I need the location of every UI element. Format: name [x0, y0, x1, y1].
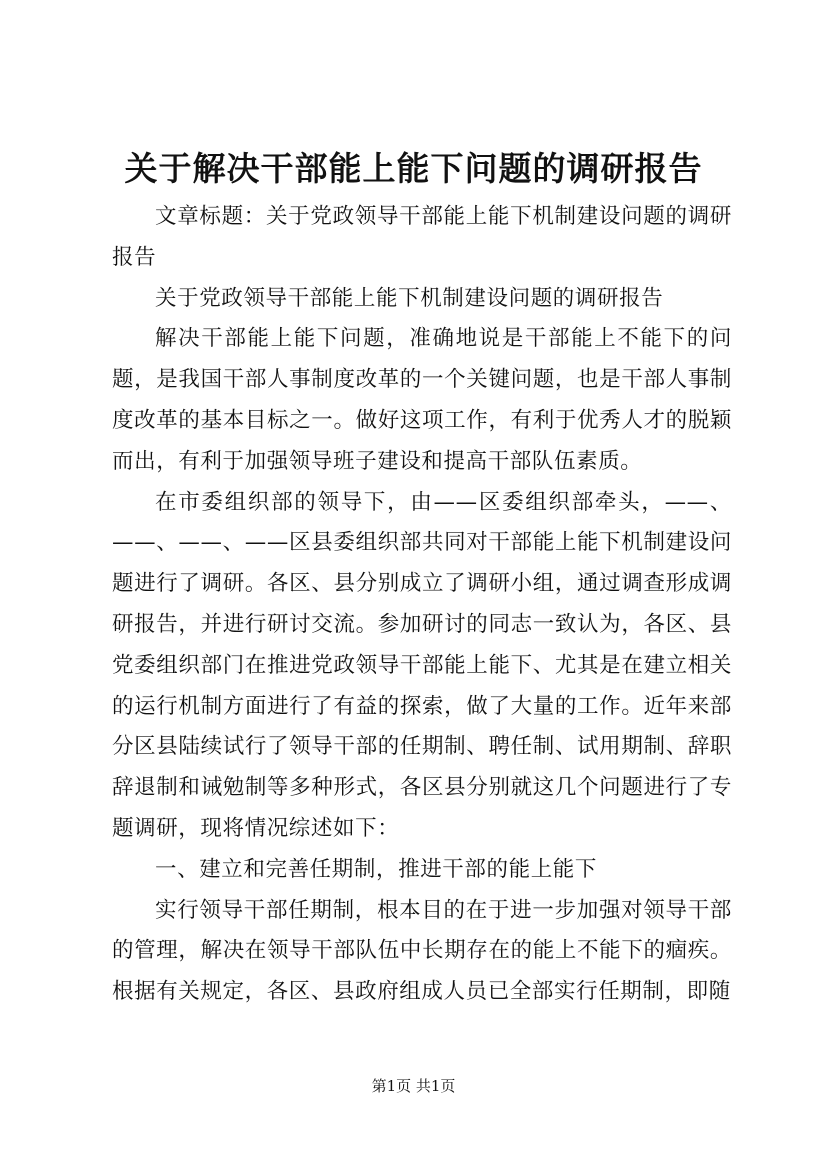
paragraph-research: 在市委组织部的领导下，由——区委组织部牵头，——、——、——、——区县委组织部共同对干部能上能下机制建设问题进行了调研。各区、县分别成立了调研小组，通过调查形成调研报告，并进行研讨交流。参加研讨的同志一致认为，各区、县党委组织部门在推进党政领导干部能上能下、尤其是在建立相关的运行机制方面进行了有益的探索，做了大量的工作。近年来部分区县陆续试行了领导干部的任期制、聘任制、试用期制、辞职辞退制和诫勉制等多种形式，各区县分别就这几个问题进行了专题调研，现将情况综述如下：: [112, 489, 732, 841]
document-title: 关于解决干部能上能下问题的调研报告: [124, 149, 703, 188]
document-body: [112, 197, 732, 1013]
paragraph-term-system: 实行领导干部任期制，根本目的在于进一步加强对领导干部的管理，解决在领导干部队伍中长期存在的能上不能下的痼疾。根据有关规定，各区、县政府组成人员已全部实行任期制，即随: [112, 897, 732, 1005]
paragraph-subtitle: 关于党政领导干部能上能下机制建设问题的调研报告: [155, 285, 664, 311]
paragraph-article-title: 文章标题：关于党政领导干部能上能下机制建设问题的调研报告: [112, 204, 732, 270]
paragraph-intro: 解决干部能上能下问题，准确地说是干部能上不能下的问题，是我国干部人事制度改革的一个关键问题，也是干部人事制度改革的基本目标之一。做好这项工作，有利于优秀人才的脱颖而出，有利于加强领导班子建设和提高干部队伍素质。: [112, 326, 732, 474]
page-footer: 第1页 共1页: [371, 1077, 456, 1095]
section-heading-1: 一、建立和完善任期制，推进干部的能上能下: [155, 856, 598, 882]
